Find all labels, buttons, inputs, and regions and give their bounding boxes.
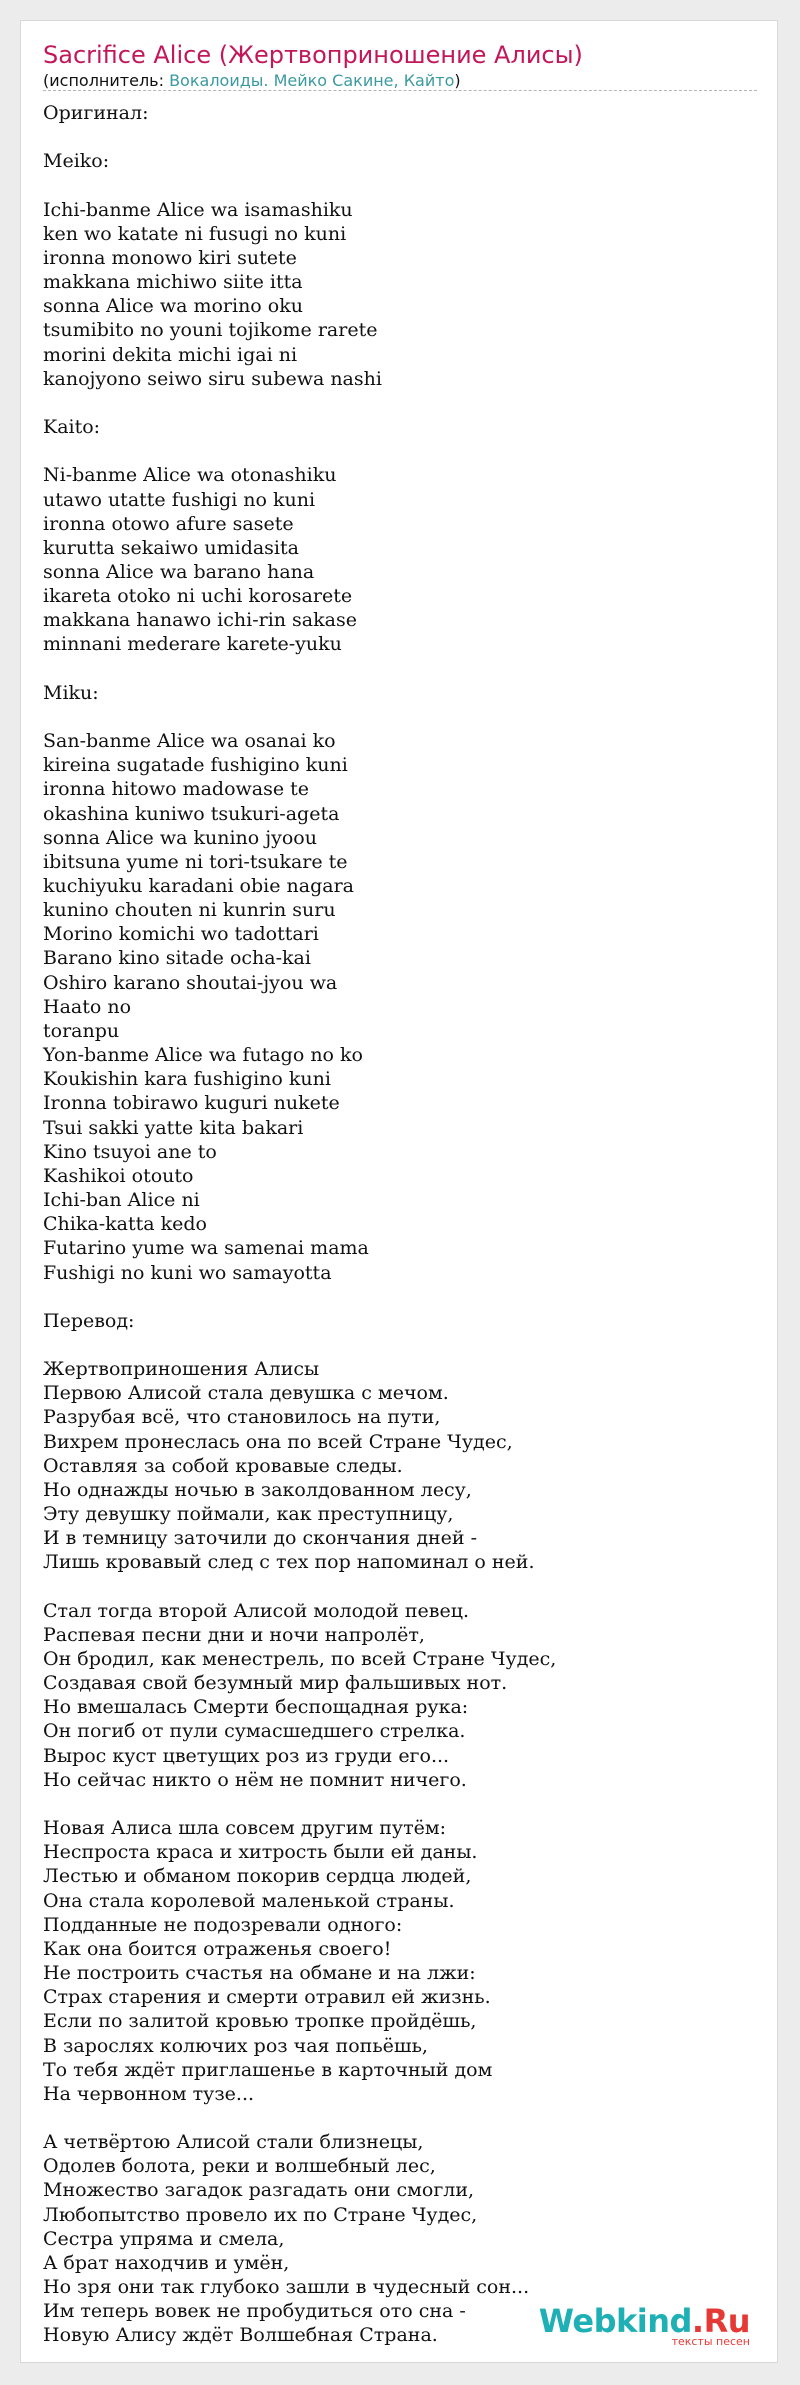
lyric-line: Она стала королевой маленькой страны.: [43, 1889, 455, 1912]
site-logo[interactable]: [539, 2304, 750, 2348]
lyric-line: kuchiyuku karadani obie nagara: [43, 875, 354, 897]
lyric-line: А четвёртою Алисой стали близнецы,: [43, 2131, 424, 2154]
lyric-line: ironna hitowo madowase te: [43, 778, 310, 801]
lyric-line: Ichi-banme Alice wa isamashiku: [43, 198, 353, 221]
lyric-line: Oshiro karano shoutai-jyou wa: [43, 971, 338, 994]
lyric-line: Лишь кровавый след с тех пор напоминал о ней.: [43, 1551, 535, 1574]
lyric-line: Morino komichi wo tadottari: [43, 923, 319, 946]
lyric-line: Оригинал:: [43, 102, 149, 124]
lyric-line: Kaito:: [43, 416, 101, 439]
artist-suffix: ): [454, 71, 461, 90]
lyric-line: То тебя ждёт приглашенье в карточный дом: [43, 2058, 493, 2081]
header-divider: [43, 90, 757, 91]
lyric-line: А брат находчив и умён,: [43, 2251, 290, 2274]
lyric-line: minnani mederare karete-yuku: [43, 633, 342, 656]
lyric-line: Новая Алиса шла совсем другим путём:: [43, 1817, 447, 1840]
lyric-line: makkana michiwo siite itta: [43, 271, 303, 294]
artist-prefix: (исполнитель:: [43, 71, 170, 90]
lyric-line: Meiko:: [43, 150, 110, 173]
lyric-line: Сестра упряма и смела,: [43, 2227, 285, 2250]
lyric-line: Разрубая всё, что становилось на пути,: [43, 1406, 441, 1429]
lyric-line: kunino chouten ni kunrin suru: [43, 899, 336, 922]
lyric-line: Kino tsuyoi ane to: [43, 1140, 217, 1163]
lyric-line: Ironna tobirawo kuguri nukete: [43, 1092, 340, 1115]
lyric-line: kanojyono seiwo siru subewa nashi: [43, 367, 382, 390]
lyric-line: Стал тогда второй Алисой молодой певец.: [43, 1599, 469, 1622]
lyric-line: Страх старения и смерти отравил ей жизнь.: [43, 1986, 491, 2009]
lyric-line: Подданные не подозревали одного:: [43, 1913, 403, 1936]
lyric-line: San-banme Alice wa osanai ko: [43, 730, 336, 753]
lyric-line: utawo utatte fushigi no kuni: [43, 488, 316, 511]
lyric-line: ikareta otoko ni uchi korosarete: [43, 585, 353, 608]
lyric-line: kireina sugatade fushigino kuni: [43, 754, 348, 777]
lyric-line: morini dekita michi igai ni: [43, 343, 298, 366]
lyric-line: tsumibito no youni tojikome rarete: [43, 319, 378, 342]
lyric-line: Вихрем пронеслась она по всей Стране Чудес,: [43, 1430, 513, 1453]
lyric-line: Не построить счастья на обмане и на лжи:: [43, 1962, 476, 1985]
lyric-line: Он погиб от пули сумасшедшего стрелка.: [43, 1720, 466, 1743]
lyric-line: Эту девушку поймали, как преступницу,: [43, 1503, 454, 1526]
lyric-line: ironna otowo afure sasete: [43, 512, 294, 535]
lyric-line: Как она боится отраженья своего!: [43, 1937, 392, 1960]
lyric-line: Им теперь вовек не пробудиться ото сна -: [43, 2300, 466, 2323]
lyric-line: Barano kino sitade ocha-kai: [43, 947, 311, 970]
lyric-line: Koukishin kara fushigino kuni: [43, 1068, 331, 1091]
lyric-line: Но вмешалась Смерти беспощадная рука:: [43, 1696, 469, 1719]
lyric-line: Неспроста краса и хитрость были ей даны.: [43, 1841, 478, 1864]
lyric-line: Haato no: [43, 995, 132, 1018]
lyric-line: Распевая песни дни и ночи напролёт,: [43, 1623, 425, 1646]
lyric-line: Ichi-ban Alice ni: [43, 1189, 200, 1212]
artist-line: [43, 71, 461, 90]
logo-tagline: тексты песен: [671, 2335, 750, 2348]
lyric-line: Fushigi no kuni wo samayotta: [43, 1261, 332, 1284]
lyric-line: ibitsuna yume ni tori-tsukare te: [43, 850, 348, 873]
lyric-line: Tsui sakki yatte kita bakari: [43, 1116, 304, 1139]
logo-wordmark: [539, 2304, 750, 2338]
lyric-line: Но сейчас никто о нём не помнит ничего.: [43, 1768, 467, 1791]
lyric-line: Если по залитой кровью тропке пройдёшь,: [43, 2010, 477, 2033]
logo-tld: .Ru: [691, 2302, 750, 2340]
lyric-line: Но однажды ночью в заколдованном лесу,: [43, 1478, 472, 1501]
lyric-line: В зарослях колючих роз чая попьёшь,: [43, 2034, 428, 2057]
lyric-line: Любопытство провело их по Стране Чудес,: [43, 2203, 478, 2226]
lyric-line: Yon-banme Alice wa futago no ko: [43, 1044, 363, 1067]
song-title: Sacrifice Alice (Жертвоприношение Алисы): [43, 41, 583, 69]
lyric-line: Одолев болота, реки и волшебный лес,: [43, 2155, 436, 2178]
lyric-line: Множество загадок разгадать они смогли,: [43, 2179, 475, 2202]
lyric-line: sonna Alice wa kunino jyoou: [43, 826, 317, 849]
lyric-line: Он бродил, как менестрель, по всей Стране Чудес,: [43, 1648, 557, 1670]
lyric-line: Перевод:: [43, 1309, 135, 1332]
lyric-line: Chika-katta kedo: [43, 1213, 207, 1236]
lyrics-text: [43, 101, 763, 2348]
lyric-line: Лестью и обманом покорив сердца людей,: [43, 1865, 472, 1888]
lyric-line: Оставляя за собой кровавые следы.: [43, 1454, 403, 1477]
lyric-line: sonna Alice wa barano hana: [43, 560, 315, 583]
lyric-line: Вырос куст цветущих роз из груди его...: [43, 1744, 450, 1767]
lyric-line: sonna Alice wa morino oku: [43, 295, 303, 318]
lyric-line: И в темницу заточили до скончания дней -: [43, 1527, 478, 1550]
lyric-line: Жертвоприношения Алисы: [43, 1358, 320, 1381]
lyric-line: ken wo katate ni fusugi no kuni: [43, 222, 347, 245]
logo-main-text: Webkind: [538, 2302, 692, 2340]
lyric-line: Ni-banme Alice wa otonashiku: [43, 464, 337, 487]
lyric-line: Miku:: [43, 681, 99, 704]
lyric-line: Новую Алису ждёт Волшебная Страна.: [43, 2324, 438, 2347]
lyric-line: ironna monowo kiri sutete: [43, 246, 297, 269]
lyric-line: На червонном тузе...: [43, 2082, 255, 2105]
lyric-line: toranpu: [43, 1019, 120, 1042]
lyric-line: Futarino yume wa samenai mama: [43, 1237, 369, 1260]
lyric-line: makkana hanawo ichi-rin sakase: [43, 609, 357, 632]
lyric-line: Первою Алисой стала девушка с мечом.: [43, 1382, 449, 1405]
lyrics-card: [20, 20, 778, 2363]
artist-link[interactable]: Вокалоиды. Мейко Сакине, Кайто: [169, 71, 455, 90]
lyric-line: kurutta sekaiwo umidasita: [43, 536, 299, 559]
lyric-line: okashina kuniwo tsukuri-ageta: [43, 802, 340, 825]
lyric-line: Kashikoi otouto: [43, 1164, 194, 1187]
lyric-line: Но зря они так глубоко зашли в чудесный сон...: [43, 2276, 530, 2299]
lyric-line: Создавая свой безумный мир фальшивых нот.: [43, 1672, 508, 1695]
